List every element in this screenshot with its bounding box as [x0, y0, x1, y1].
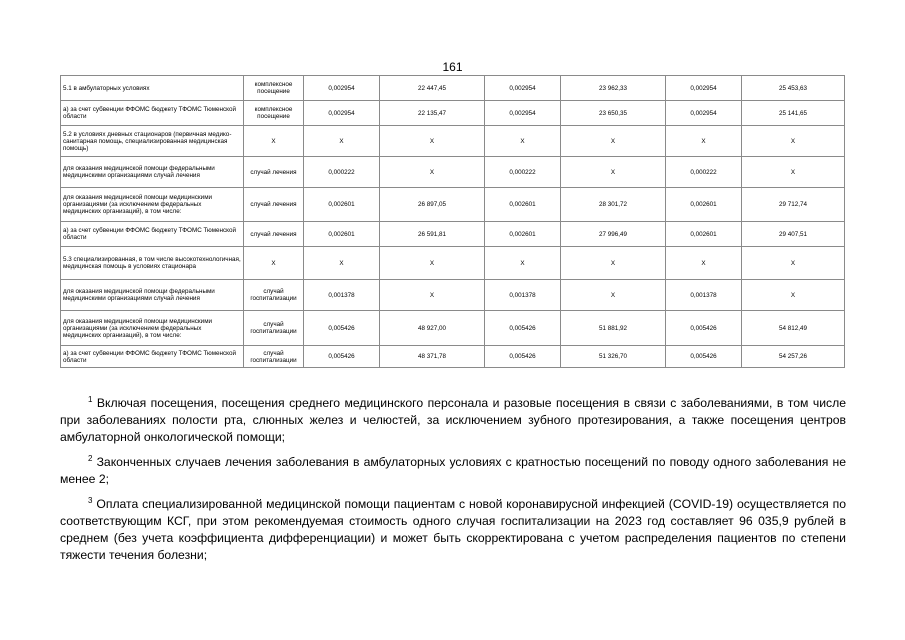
- row-value: X: [561, 157, 666, 188]
- footnote-mark: 1: [88, 394, 93, 404]
- footnote: [60, 496, 846, 564]
- row-value: X: [485, 247, 561, 280]
- row-value: 22 135,47: [380, 101, 485, 126]
- row-value: X: [742, 126, 845, 157]
- page-number: 161: [442, 60, 463, 74]
- row-value: 0,002954: [485, 101, 561, 126]
- table-row: [61, 157, 845, 188]
- row-value: X: [380, 157, 485, 188]
- row-label: а) за счет субвенции ФФОМС бюджету ТФОМС Тюменской области: [61, 222, 244, 247]
- row-unit: случай лечения: [244, 157, 304, 188]
- footnote-text: Законченных случаев лечения заболевания в амбулаторных условиях с кратностью посещений по поводу одного заболевания не менее 2;: [60, 455, 846, 486]
- row-value: 0,000222: [304, 157, 380, 188]
- table-row: [61, 280, 845, 311]
- row-value: X: [304, 126, 380, 157]
- footnote-mark: 3: [88, 495, 93, 505]
- row-value: 0,001378: [666, 280, 742, 311]
- row-value: 0,002954: [666, 76, 742, 101]
- row-value: 51 881,92: [561, 311, 666, 346]
- data-table: [60, 75, 845, 368]
- row-value: 54 812,49: [742, 311, 845, 346]
- row-value: 0,002601: [666, 222, 742, 247]
- row-value: 22 447,45: [380, 76, 485, 101]
- row-value: 23 650,35: [561, 101, 666, 126]
- row-value: X: [666, 247, 742, 280]
- row-label: 5.2 в условиях дневных стационаров (первичная медико-санитарная помощь, специализированная медицинская помощь): [61, 126, 244, 157]
- row-label: а) за счет субвенции ФФОМС бюджету ТФОМС Тюменской области: [61, 346, 244, 368]
- row-value: X: [742, 157, 845, 188]
- row-label: 5.3 специализированная, в том числе высокотехнологичная, медицинская помощь в условиях стационара: [61, 247, 244, 280]
- row-unit: комплексное посещение: [244, 101, 304, 126]
- row-value: X: [561, 126, 666, 157]
- row-value: 0,005426: [666, 346, 742, 368]
- row-unit: случай госпитализации: [244, 311, 304, 346]
- footnote-text: Включая посещения, посещения среднего медицинского персонала и разовые посещения в связи с заболеваниями, в том числе при заболеваниях полости рта, слюнных желез и челюстей, за исключением зубного протезирования, а также посещения центров амбулаторной онкологической помощи;: [60, 396, 846, 444]
- row-value: 0,005426: [666, 311, 742, 346]
- row-value: 0,002601: [485, 222, 561, 247]
- row-unit: X: [244, 126, 304, 157]
- table-row: [61, 247, 845, 280]
- row-value: X: [380, 280, 485, 311]
- row-unit: случай лечения: [244, 222, 304, 247]
- row-value: 0,002954: [304, 76, 380, 101]
- row-value: 0,005426: [304, 311, 380, 346]
- row-label: для оказания медицинской помощи федеральными медицинскими организациями случай лечения: [61, 280, 244, 311]
- row-value: 25 141,65: [742, 101, 845, 126]
- row-value: 0,002601: [304, 188, 380, 222]
- footnote: [60, 395, 846, 446]
- row-value: 0,001378: [485, 280, 561, 311]
- table-row: [61, 346, 845, 368]
- row-value: 0,000222: [666, 157, 742, 188]
- row-value: 23 962,33: [561, 76, 666, 101]
- row-value: 27 996,49: [561, 222, 666, 247]
- row-unit: случай госпитализации: [244, 280, 304, 311]
- row-value: 0,005426: [485, 346, 561, 368]
- row-value: X: [380, 126, 485, 157]
- row-value: X: [666, 126, 742, 157]
- row-label: а) за счет субвенции ФФОМС бюджету ТФОМС Тюменской области: [61, 101, 244, 126]
- row-label: для оказания медицинской помощи медицинскими организациями (за исключением федеральных медицинских организаций), в том числе:: [61, 311, 244, 346]
- footnote-mark: 2: [88, 453, 93, 463]
- row-value: X: [380, 247, 485, 280]
- row-value: 26 897,05: [380, 188, 485, 222]
- table-row: [61, 222, 845, 247]
- row-unit: комплексное посещение: [244, 76, 304, 101]
- row-unit: X: [244, 247, 304, 280]
- row-value: 29 712,74: [742, 188, 845, 222]
- row-value: 0,001378: [304, 280, 380, 311]
- row-value: 0,000222: [485, 157, 561, 188]
- row-value: 0,005426: [304, 346, 380, 368]
- row-unit: случай лечения: [244, 188, 304, 222]
- row-value: X: [485, 126, 561, 157]
- row-value: 25 453,63: [742, 76, 845, 101]
- row-value: X: [742, 247, 845, 280]
- row-value: 48 927,00: [380, 311, 485, 346]
- footnotes: [60, 395, 846, 572]
- row-value: 0,005426: [485, 311, 561, 346]
- row-value: 29 407,51: [742, 222, 845, 247]
- footnote-text: Оплата специализированной медицинской помощи пациентам с новой коронавирусной инфекцией (COVID-19) осуществляется по соответствующим КСГ, при этом рекомендуемая стоимость одного случая госпитализации на 2023 год составляет 96 035,9 рублей в среднем (без учета коэффициента дифференциации) и может быть скорректирована с учетом распределения пациентов по степени тяжести течения болезни;: [60, 497, 846, 562]
- row-value: 0,002601: [304, 222, 380, 247]
- row-value: 26 591,81: [380, 222, 485, 247]
- row-value: 51 326,70: [561, 346, 666, 368]
- table-row: [61, 76, 845, 101]
- row-value: 28 301,72: [561, 188, 666, 222]
- row-label: 5.1 в амбулаторных условиях: [61, 76, 244, 101]
- row-value: 0,002954: [666, 101, 742, 126]
- row-value: 0,002954: [485, 76, 561, 101]
- row-value: X: [304, 247, 380, 280]
- row-value: X: [561, 280, 666, 311]
- row-label: для оказания медицинской помощи федеральными медицинскими организациями случай лечения: [61, 157, 244, 188]
- table-row: [61, 126, 845, 157]
- row-value: 0,002954: [304, 101, 380, 126]
- footnote: [60, 454, 846, 488]
- row-value: 54 257,26: [742, 346, 845, 368]
- row-label: для оказания медицинской помощи медицинскими организациями (за исключением федеральных медицинских организаций), в том числе:: [61, 188, 244, 222]
- row-value: X: [742, 280, 845, 311]
- row-value: 48 371,78: [380, 346, 485, 368]
- table-row: [61, 311, 845, 346]
- row-unit: случай госпитализации: [244, 346, 304, 368]
- table-row: [61, 188, 845, 222]
- row-value: X: [561, 247, 666, 280]
- row-value: 0,002601: [666, 188, 742, 222]
- table-row: [61, 101, 845, 126]
- row-value: 0,002601: [485, 188, 561, 222]
